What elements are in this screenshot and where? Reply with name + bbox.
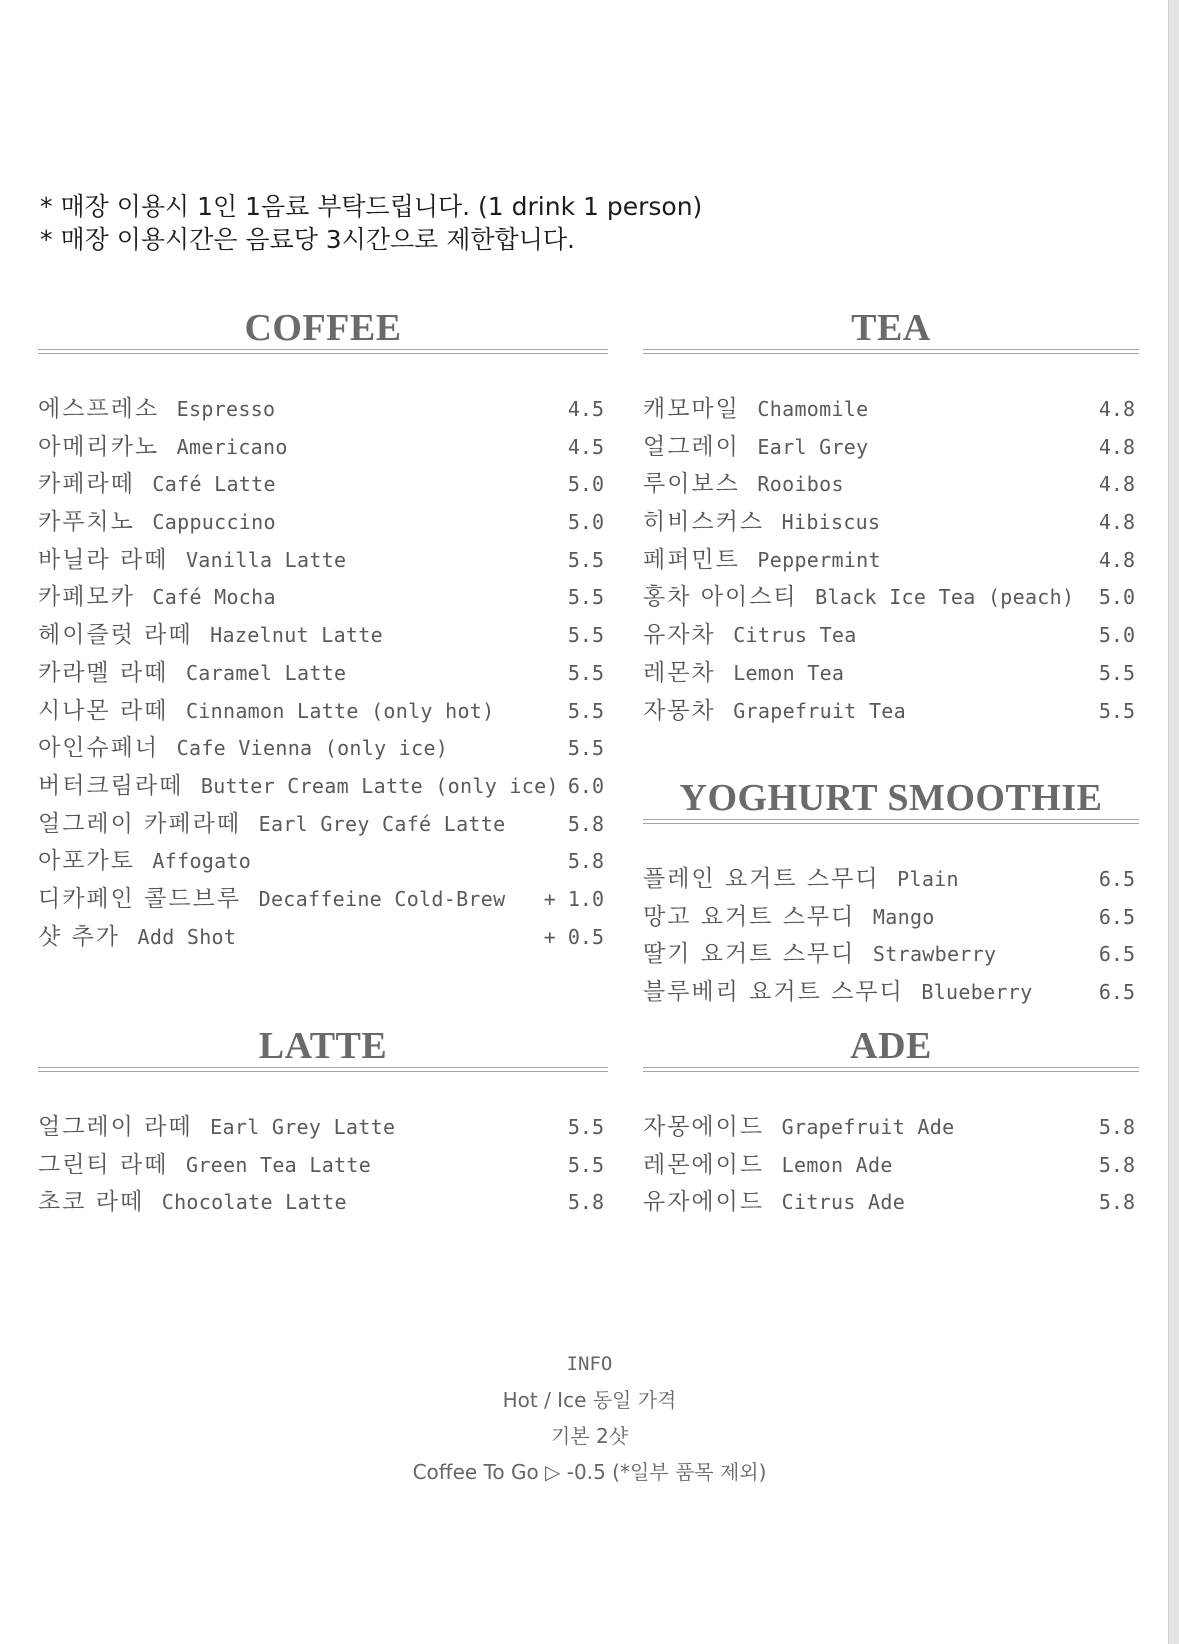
menu-item-price: 5.5 (567, 660, 604, 685)
menu-item (38, 465, 608, 503)
menu-item-english-name: Cafe Vienna (only ice) (176, 736, 449, 761)
section-divider (38, 349, 608, 354)
menu-item-korean-name: 카페라떼 (38, 471, 135, 498)
menu-item-english-name: Café Mocha (152, 585, 276, 610)
notice-line-1: * 매장 이용시 1인 1음료 부탁드립니다. (1 drink 1 person) (40, 192, 703, 221)
smoothie-list (643, 860, 1139, 1011)
menu-item-english-name: Grapefruit Tea (733, 698, 906, 723)
menu-item (38, 390, 608, 428)
menu-item (643, 860, 1139, 898)
menu-item-korean-name: 루이보스 (643, 471, 740, 498)
menu-item-english-name: Plain (897, 867, 959, 891)
menu-item-name (643, 654, 844, 687)
menu-item-english-name: Add Shot (137, 924, 237, 949)
menu-item-price: 6.0 (567, 773, 604, 798)
menu-item-korean-name: 망고 요거트 스무디 (643, 903, 856, 930)
menu-item-name (643, 1183, 905, 1216)
menu-item (38, 616, 608, 654)
menu-item (38, 1146, 608, 1184)
menu-item-name (38, 578, 276, 611)
menu-item-korean-name: 페퍼민트 (643, 546, 740, 573)
menu-item-price: 5.0 (1098, 585, 1135, 610)
menu-item-price: 4.8 (1098, 472, 1135, 497)
menu-item (38, 805, 608, 843)
menu-item-english-name: Citrus Tea (733, 623, 857, 648)
menu-item-korean-name: 홍차 아이스티 (643, 584, 798, 611)
menu-item-name (38, 918, 236, 951)
menu-item-korean-name: 레몬차 (643, 659, 716, 686)
menu-item (38, 541, 608, 579)
section-title-latte: LATTE (258, 1025, 388, 1067)
menu-item-english-name: Strawberry (872, 942, 997, 967)
menu-item-korean-name: 바닐라 라떼 (38, 546, 169, 573)
menu-item (38, 880, 608, 918)
menu-item-english-name: Lemon Tea (733, 660, 845, 685)
menu-item-price: 5.8 (567, 1190, 604, 1215)
menu-item-english-name: Chamomile (757, 397, 869, 421)
menu-item (643, 465, 1139, 503)
info-heading: INFO (566, 1353, 613, 1375)
menu-item-name (38, 692, 494, 725)
latte-list (38, 1108, 608, 1221)
menu-item-name (643, 898, 935, 931)
section-title-smoothie: YOGHURT SMOOTHIE (679, 777, 1103, 819)
menu-item-name (643, 860, 959, 893)
section-divider (38, 1067, 608, 1072)
menu-item-korean-name: 레몬에이드 (643, 1151, 765, 1178)
menu-item-korean-name: 캐모마일 (643, 396, 740, 422)
menu-item-english-name: Black Ice Tea (peach) (815, 585, 1075, 610)
menu-item-english-name: Hibiscus (781, 510, 881, 535)
menu-item-name (643, 390, 869, 423)
menu-item-english-name: Affogato (152, 849, 252, 874)
menu-item-korean-name: 카라멜 라떼 (38, 659, 169, 686)
info-block (0, 1346, 1179, 1490)
menu-item (38, 1183, 608, 1221)
menu-item-price: 6.5 (1098, 867, 1135, 891)
tea-section (643, 307, 1139, 729)
menu-item-name (38, 541, 346, 574)
menu-item (643, 692, 1139, 730)
menu-item (643, 1146, 1139, 1184)
menu-item-korean-name: 아포가토 (38, 848, 135, 875)
ade-list (643, 1108, 1139, 1221)
coffee-section (38, 307, 608, 955)
menu-item (38, 918, 608, 956)
menu-item (38, 428, 608, 466)
menu-item-price: 4.5 (567, 434, 604, 459)
menu-item-price: 5.5 (567, 698, 604, 723)
menu-item-english-name: Blueberry (921, 980, 1033, 1005)
menu-item-name (38, 390, 275, 423)
section-title-coffee: COFFEE (244, 307, 402, 349)
menu-item-name (643, 465, 844, 498)
menu-item-price: 5.5 (1098, 698, 1135, 723)
section-title-ade: ADE (850, 1025, 932, 1067)
menu-item (38, 767, 608, 805)
menu-item-price: 5.8 (1098, 1115, 1135, 1139)
menu-item-english-name: Americano (176, 434, 288, 459)
menu-item-korean-name: 블루베리 요거트 스무디 (643, 979, 904, 1006)
menu-item (38, 729, 608, 767)
menu-item-english-name: Earl Grey Latte (210, 1115, 396, 1139)
menu-item-price: 5.0 (1098, 623, 1135, 648)
menu-item (38, 692, 608, 730)
menu-item-name (643, 541, 881, 574)
menu-item-english-name: Vanilla Latte (185, 547, 347, 572)
tea-list (643, 390, 1139, 729)
menu-item-korean-name: 딸기 요거트 스무디 (643, 941, 856, 968)
menu-item-price: 5.8 (567, 849, 604, 874)
menu-item-price: 5.5 (567, 1115, 604, 1139)
menu-item-price: + 0.5 (543, 924, 604, 949)
menu-item-name (38, 1108, 395, 1141)
menu-item-name (38, 616, 383, 649)
info-line-togo: Coffee To Go ▷ -0.5 (*일부 품목 제외) (412, 1460, 767, 1484)
menu-item-korean-name: 플레인 요거트 스무디 (643, 866, 880, 892)
menu-item (38, 578, 608, 616)
menu-item (38, 654, 608, 692)
menu-item-english-name: Espresso (176, 397, 276, 421)
menu-item-price: 5.5 (1098, 660, 1135, 685)
menu-item (643, 616, 1139, 654)
menu-item-name (38, 880, 505, 913)
menu-item-price: + 1.0 (543, 886, 604, 911)
menu-item-korean-name: 얼그레이 카페라떼 (38, 810, 242, 837)
notice-line-2: * 매장 이용시간은 음료당 3시간으로 제한합니다. (40, 225, 575, 254)
menu-item-price: 5.0 (567, 472, 604, 497)
menu-item-name (38, 729, 448, 762)
menu-item-korean-name: 디카페인 콜드브루 (38, 885, 242, 912)
menu-item-name (38, 654, 346, 687)
menu-item-korean-name: 자몽에이드 (643, 1114, 765, 1140)
info-line-shots: 기본 2샷 (550, 1424, 629, 1448)
menu-item (643, 390, 1139, 428)
menu-item-price: 4.5 (567, 397, 604, 421)
menu-item-name (643, 973, 1032, 1006)
menu-item-english-name: Butter Cream Latte (only ice) (200, 773, 559, 798)
menu-item-english-name: Earl Grey (757, 434, 869, 459)
menu-item-price: 4.8 (1098, 547, 1135, 572)
menu-item (38, 503, 608, 541)
menu-item-name (643, 503, 880, 536)
menu-item (38, 842, 608, 880)
menu-item-name (643, 692, 906, 725)
menu-item-korean-name: 헤이즐럿 라떼 (38, 622, 193, 649)
menu-item-english-name: Peppermint (757, 547, 881, 572)
menu-item (643, 1183, 1139, 1221)
menu-item-price: 6.5 (1098, 980, 1135, 1005)
menu-item-price: 5.5 (567, 623, 604, 648)
menu-item-korean-name: 아인슈페너 (38, 735, 160, 762)
menu-item (38, 1108, 608, 1146)
menu-item (643, 1108, 1139, 1146)
menu-item (643, 503, 1139, 541)
menu-item-price: 5.5 (567, 547, 604, 572)
menu-item-name (38, 767, 559, 800)
ade-section (643, 1025, 1139, 1221)
info-line-price: Hot / Ice 동일 가격 (502, 1388, 677, 1412)
menu-item-name (38, 428, 288, 461)
section-divider (643, 349, 1139, 354)
menu-item-price: 4.8 (1098, 397, 1135, 421)
menu-item (643, 935, 1139, 973)
menu-item-korean-name: 얼그레이 라떼 (38, 1114, 193, 1140)
menu-item-name (38, 1146, 371, 1179)
menu-item-name (38, 465, 276, 498)
menu-item-korean-name: 샷 추가 (38, 923, 120, 950)
menu-item-korean-name: 카푸치노 (38, 509, 135, 536)
menu-item-english-name: Cinnamon Latte (only hot) (185, 698, 495, 723)
menu-item-price: 6.5 (1098, 904, 1135, 929)
menu-item-name (38, 1183, 347, 1216)
menu-item-korean-name: 초코 라떼 (38, 1189, 145, 1216)
menu-item-price: 5.8 (1098, 1152, 1135, 1177)
menu-item (643, 973, 1139, 1011)
menu-item-price: 5.8 (1098, 1190, 1135, 1215)
menu-item-english-name: Mango (872, 904, 935, 929)
menu-item-price: 5.0 (567, 510, 604, 535)
menu-item-korean-name: 유자차 (643, 622, 716, 649)
menu-item-english-name: Café Latte (152, 472, 276, 497)
menu-item-english-name: Lemon Ade (781, 1152, 893, 1177)
menu-item-name (38, 842, 251, 875)
menu-item (643, 654, 1139, 692)
section-divider (643, 819, 1139, 824)
menu-item-english-name: Grapefruit Ade (781, 1115, 955, 1139)
menu-item-korean-name: 자몽차 (643, 697, 716, 724)
menu-item-price: 5.5 (567, 736, 604, 761)
menu-item-name (643, 935, 996, 968)
menu-item-english-name: Earl Grey Café Latte (258, 811, 506, 836)
menu-item (643, 578, 1139, 616)
menu-item-price: 5.5 (567, 1152, 604, 1177)
menu-item-korean-name: 아메리카노 (38, 433, 160, 460)
store-notice (40, 190, 702, 256)
menu-item-korean-name: 시나몬 라떼 (38, 697, 169, 724)
menu-item-name (38, 805, 505, 838)
menu-item-name (643, 1108, 954, 1141)
menu-item-english-name: Cappuccino (152, 510, 276, 535)
menu-item-price: 4.8 (1098, 510, 1135, 535)
menu-item-price: 5.5 (567, 585, 604, 610)
coffee-list (38, 390, 608, 955)
menu-item-english-name: Decaffeine Cold-Brew (258, 886, 506, 911)
menu-item-price: 5.8 (567, 811, 604, 836)
menu-item-korean-name: 얼그레이 (643, 433, 740, 460)
menu-item-english-name: Rooibos (757, 472, 844, 497)
latte-section (38, 1025, 608, 1221)
menu-item-name (643, 428, 869, 461)
menu-item-korean-name: 카페모카 (38, 584, 135, 611)
menu-item-korean-name: 그린티 라떼 (38, 1151, 169, 1178)
menu-item-korean-name: 에스프레소 (38, 396, 160, 422)
section-title-tea: TEA (851, 307, 931, 349)
menu-item (643, 541, 1139, 579)
menu-item-english-name: Chocolate Latte (161, 1190, 347, 1215)
menu-item-english-name: Green Tea Latte (185, 1152, 372, 1177)
menu-item-name (643, 616, 857, 649)
menu-item-english-name: Citrus Ade (781, 1190, 906, 1215)
menu-item-english-name: Caramel Latte (185, 660, 347, 685)
menu-item-korean-name: 히비스커스 (643, 509, 765, 536)
menu-item-english-name: Hazelnut Latte (210, 623, 383, 648)
menu-item-name (38, 503, 276, 536)
menu-item (643, 898, 1139, 936)
menu-item-price: 6.5 (1098, 942, 1135, 967)
section-divider (643, 1067, 1139, 1072)
smoothie-section (643, 777, 1139, 1011)
menu-item (643, 428, 1139, 466)
menu-item-name (643, 578, 1074, 611)
menu-item-name (643, 1146, 893, 1179)
menu-item-korean-name: 버터크림라떼 (38, 772, 184, 799)
menu-item-price: 4.8 (1098, 434, 1135, 459)
menu-item-korean-name: 유자에이드 (643, 1189, 765, 1216)
